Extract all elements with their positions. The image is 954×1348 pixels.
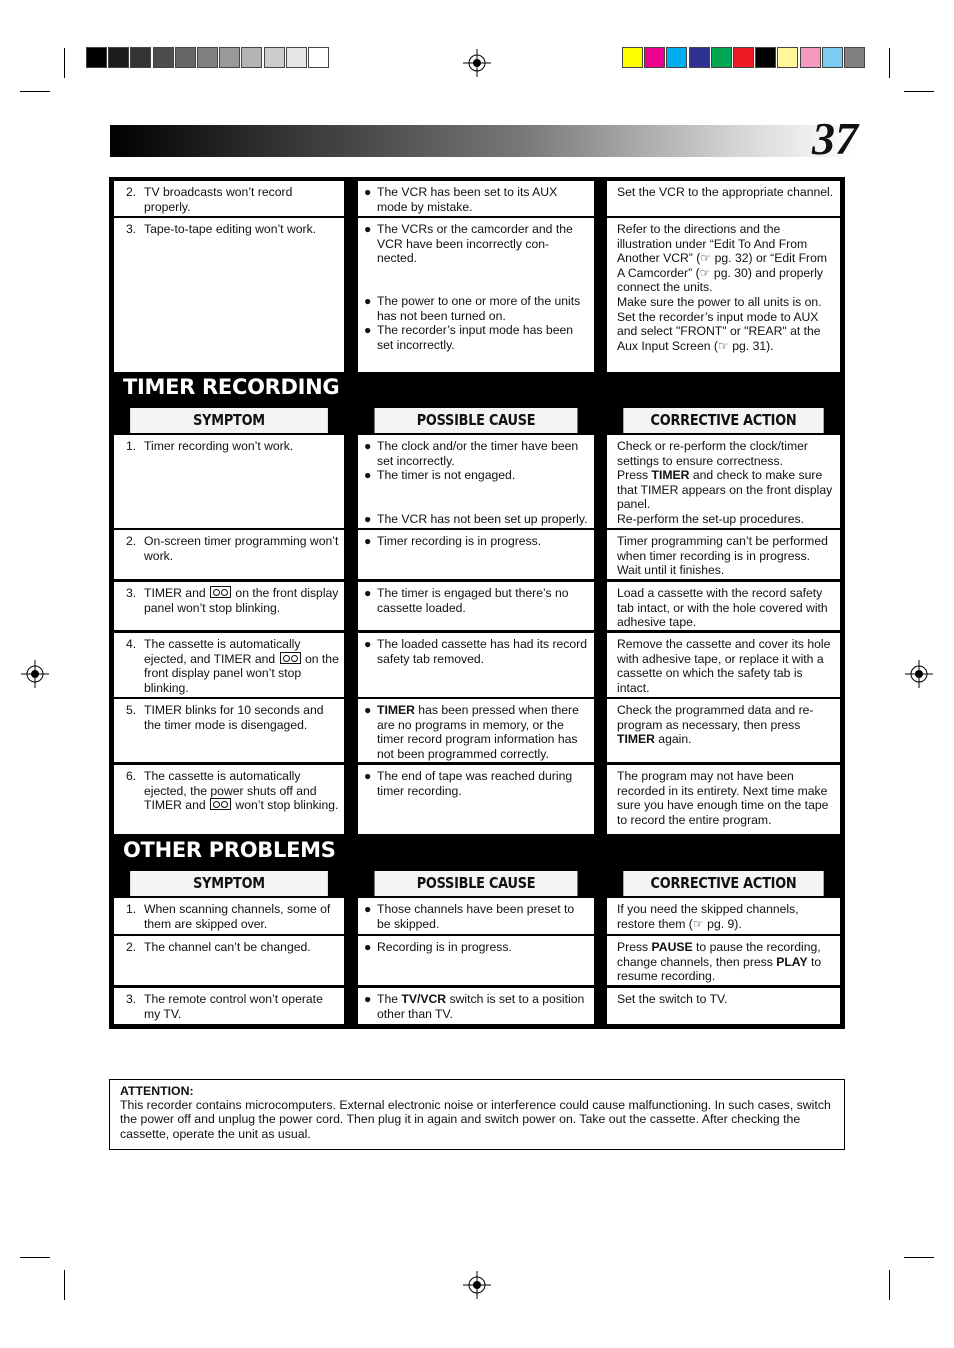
color-swatch xyxy=(777,47,798,68)
section-title-other-problems: OTHER PROBLEMS xyxy=(123,838,336,862)
cause-cell: ● The clock and/or the timer have been set incorrectly. ● The timer is not engaged. ● The VCR has not been set up properly. xyxy=(358,435,594,528)
cause-cell: ● The VCRs or the camcorder and the VCR have been incorrectly con-nected. ● The power to one or more of the units has not been turned on. ● The recorder’s input mode has been set incorrectly. xyxy=(358,218,594,372)
troubleshooting-table xyxy=(109,177,845,1029)
symptom-cell: 2. On-screen timer programming won’t work. xyxy=(114,530,344,579)
color-swatch xyxy=(844,47,865,68)
color-swatch xyxy=(755,47,776,68)
registration-mark-icon xyxy=(463,1271,491,1299)
cause-cell: ● The loaded cassette has had its record safety tab removed. xyxy=(358,633,594,697)
color-swatch xyxy=(711,47,732,68)
action-cell: Timer programming can’t be performed when timer recording is in progress. Wait until it finishes. xyxy=(607,530,840,579)
registration-mark-icon xyxy=(905,660,933,688)
cassette-icon xyxy=(210,798,231,810)
color-swatch xyxy=(241,47,262,68)
color-swatch xyxy=(108,47,129,68)
cause-cell: ● The TV/VCR switch is set to a position other than TV. xyxy=(358,988,594,1024)
column-header-action: CORRECTIVE ACTION xyxy=(623,408,823,433)
crop-mark xyxy=(889,48,890,78)
symptom-cell: 2. TV broadcasts won’t record properly. xyxy=(114,181,344,216)
action-cell: Set the switch to TV. xyxy=(607,988,840,1024)
symptom-cell: 6. The cassette is automatically ejected, the power shuts off and TIMER and won’t stop blinking. xyxy=(114,765,344,834)
crop-mark xyxy=(904,91,934,92)
color-swatch xyxy=(622,47,643,68)
crop-mark xyxy=(64,48,65,78)
action-cell: Refer to the directions and the illustration under “Edit To And From Another VCR” (☞ pg. 32) or “Edit From A Camcorder” (☞ pg. 30) and properly connect the units. Make sure the power to all units is on. Set the recorder’s input mode to AUX and select "FRONT" or "REAR" at the Aux Input Screen (☞ pg. 31). xyxy=(607,218,840,372)
page-number: 37 xyxy=(812,113,858,164)
symptom-cell: 2. The channel can’t be changed. xyxy=(114,936,344,985)
column-header-action: CORRECTIVE ACTION xyxy=(623,871,823,896)
color-swatch xyxy=(644,47,665,68)
crop-mark xyxy=(64,1270,65,1300)
color-swatch xyxy=(689,47,710,68)
crop-mark xyxy=(904,1257,934,1258)
column-header-cause: POSSIBLE CAUSE xyxy=(375,408,578,433)
cassette-icon xyxy=(280,652,301,664)
section-title-timer-recording: TIMER RECORDING xyxy=(123,375,340,399)
symptom-cell: 1. Timer recording won’t work. xyxy=(114,435,344,528)
cause-cell: ● Those channels have been preset to be skipped. xyxy=(358,898,594,934)
action-cell: Press PAUSE to pause the recording, change channels, then press PLAY to resume recording. xyxy=(607,936,840,985)
color-swatch xyxy=(800,47,821,68)
color-swatch xyxy=(308,47,329,68)
cause-cell: ● Timer recording is in progress. xyxy=(358,530,594,579)
registration-mark-icon xyxy=(463,49,491,77)
crop-mark xyxy=(20,91,50,92)
registration-mark-icon xyxy=(21,660,49,688)
cause-cell: ● Recording is in progress. xyxy=(358,936,594,985)
color-swatch xyxy=(175,47,196,68)
color-swatch xyxy=(286,47,307,68)
action-cell: The program may not have been recorded in its entirety. Next time make sure you have enough time on the tape to record the entire program. xyxy=(607,765,840,834)
crop-mark xyxy=(20,1257,50,1258)
color-swatch xyxy=(219,47,240,68)
action-cell: If you need the skipped channels, restore them (☞ pg. 9). xyxy=(607,898,840,934)
column-header-cause: POSSIBLE CAUSE xyxy=(375,871,578,896)
column-header-symptom: SYMPTOM xyxy=(130,408,328,433)
symptom-cell: 3. The remote control won’t operate my TV. xyxy=(114,988,344,1024)
attention-text: This recorder contains microcomputers. External electronic noise or interference could cause malfunctioning. In such cases, switch the power off and unplug the power cord. Then plug it in again and switch power on. Take out the cassette. After checking the cassette, operate the unit as usual. xyxy=(120,1098,831,1141)
attention-title: ATTENTION: xyxy=(120,1084,194,1098)
cause-cell: ● The timer is engaged but there’s no cassette loaded. xyxy=(358,582,594,630)
crop-mark xyxy=(889,1270,890,1300)
cause-cell: ● TIMER has been pressed when there are no programs in memory, or the timer record program information has not been programmed correctly. xyxy=(358,699,594,762)
symptom-cell: 3. TIMER and on the front display panel won’t stop blinking. xyxy=(114,582,344,630)
symptom-cell: 1. When scanning channels, some of them are skipped over. xyxy=(114,898,344,934)
action-cell: Check the programmed data and re-program as necessary, then press TIMER again. xyxy=(607,699,840,762)
action-cell: Check or re-perform the clock/timer settings to ensure correctness. Press TIMER and check to make sure that TIMER appears on the front display panel. Re-perform the set-up procedures. xyxy=(607,435,840,528)
cassette-icon xyxy=(210,586,231,598)
color-swatch xyxy=(733,47,754,68)
color-swatch xyxy=(264,47,285,68)
header-gradient-bar xyxy=(110,125,858,157)
column-header-symptom: SYMPTOM xyxy=(130,871,328,896)
action-cell: Load a cassette with the record safety tab intact, or with the hole covered with adhesive tape. xyxy=(607,582,840,630)
attention-box xyxy=(109,1079,845,1150)
symptom-cell: 4. The cassette is automatically ejected, and TIMER and on the front display panel won’t stop blinking. xyxy=(114,633,344,697)
action-cell: Set the VCR to the appropriate channel. xyxy=(607,181,840,216)
color-swatch xyxy=(130,47,151,68)
color-swatch xyxy=(153,47,174,68)
color-swatch xyxy=(822,47,843,68)
cause-cell: ● The end of tape was reached during timer recording. xyxy=(358,765,594,834)
color-swatch xyxy=(197,47,218,68)
cause-cell: ● The VCR has been set to its AUX mode by mistake. xyxy=(358,181,594,216)
symptom-cell: 3. Tape-to-tape editing won’t work. xyxy=(114,218,344,372)
action-cell: Remove the cassette and cover its hole with adhesive tape, or replace it with a cassette on which the safety tab is intact. xyxy=(607,633,840,697)
color-swatch xyxy=(666,47,687,68)
color-swatch xyxy=(86,47,107,68)
symptom-cell: 5. TIMER blinks for 10 seconds and the timer mode is disengaged. xyxy=(114,699,344,762)
